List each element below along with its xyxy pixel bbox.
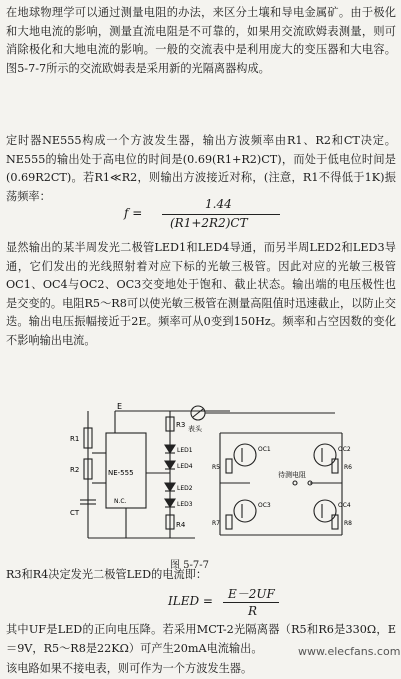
site-watermark: www.elecfans.com [298,645,401,658]
figure-caption: 图 5-7-7 [170,560,210,571]
label-measured: 待测电阻 [278,471,306,479]
label-oc4: OC4 [338,502,351,509]
label-led4: LED4 [177,463,193,470]
paragraph-timer: 定时器NE555构成一个方波发生器，输出方波频率由R1、R2和CT决定。NE555的输出处于高电位的时间是(0.69(R1+R2)CT)，而处于低电位时间是(0.69R2CT)。若R1≪R2，则输出方波接近对称，(注意，R1不得低于1K)振荡频率： [6,134,396,203]
circuit-diagram [70,403,375,555]
label-meter: 表头 [188,425,202,433]
formula2-denominator: R [248,604,258,618]
label-r8: R8 [344,520,352,527]
formula-numerator: 1.44 [205,197,232,211]
paragraph-intro: 在地球物理学可以通过测量电阻的办法，来区分土壤和导电金属矿。由于极化和大地电流的影响，测量直流电阻是不可靠的，如果用交流欧姆表测量，则可消除极化和大地电流的影响。一般的交流表中是利用庞大的变压器和大电容。图5-7-7所示的交流欧姆表是采用新的光隔离器构成。 [6,6,396,75]
label-led2: LED2 [177,485,193,492]
label-r5: R5 [212,464,220,471]
led-current-formula [168,585,318,619]
formula2-lhs: ILED = [168,594,213,608]
label-led1: LED1 [177,447,193,454]
label-oc3: OC3 [258,502,271,509]
paragraph-current: R3和R4决定发光二极管LED的电流即： [6,568,208,581]
paragraph-led: 显然输出的某半周发光二极管LED1和LED4导通，而另半周LED2和LED3导通，它们发出的光线照射着对应下标的光敏三极管。因此对应的光敏三极管OC1、OC4与OC2、OC3交变地处于饱和、截止状态。输出端的电压极性也是交变的。电阻R5～R8可以使光敏三极管在测量高阻值时迅速截止，以防止交迭。输出电压振幅接近于2E。频率可从0变到150Hz。频率和占空因数的变化不影响输出电流。 [6,241,396,347]
fraction-bar-2 [223,602,279,603]
fraction-bar [162,214,280,215]
formula-lhs: f = [124,206,143,220]
label-r4: R4 [176,521,186,529]
label-r6: R6 [344,464,352,471]
label-ct: CT [70,509,80,517]
paragraph-mct2: 其中UF是LED的正向电压降。若采用MCT-2光隔离器（R5和R6是330Ω，E＝9V，R5～R8是22KΩ）可产生20mA电流输出。 [6,623,396,655]
frequency-formula [110,197,350,231]
formula-denominator: (R1+2R2)CT [170,216,248,230]
label-led3: LED3 [177,501,193,508]
label-e: E [117,403,123,411]
label-oc2: OC2 [338,446,351,453]
paragraph-square-wave: 该电路如果不接电表，则可作为一个方波发生器。 [6,662,253,675]
formula2-numerator: E－2UF [228,587,275,601]
label-nc: N.C. [114,498,127,505]
label-r1: R1 [70,435,80,443]
label-r7: R7 [212,520,220,527]
label-r2: R2 [70,466,80,474]
label-chip: NE-555 [108,469,134,477]
label-oc1: OC1 [258,446,271,453]
label-r3: R3 [176,421,186,429]
